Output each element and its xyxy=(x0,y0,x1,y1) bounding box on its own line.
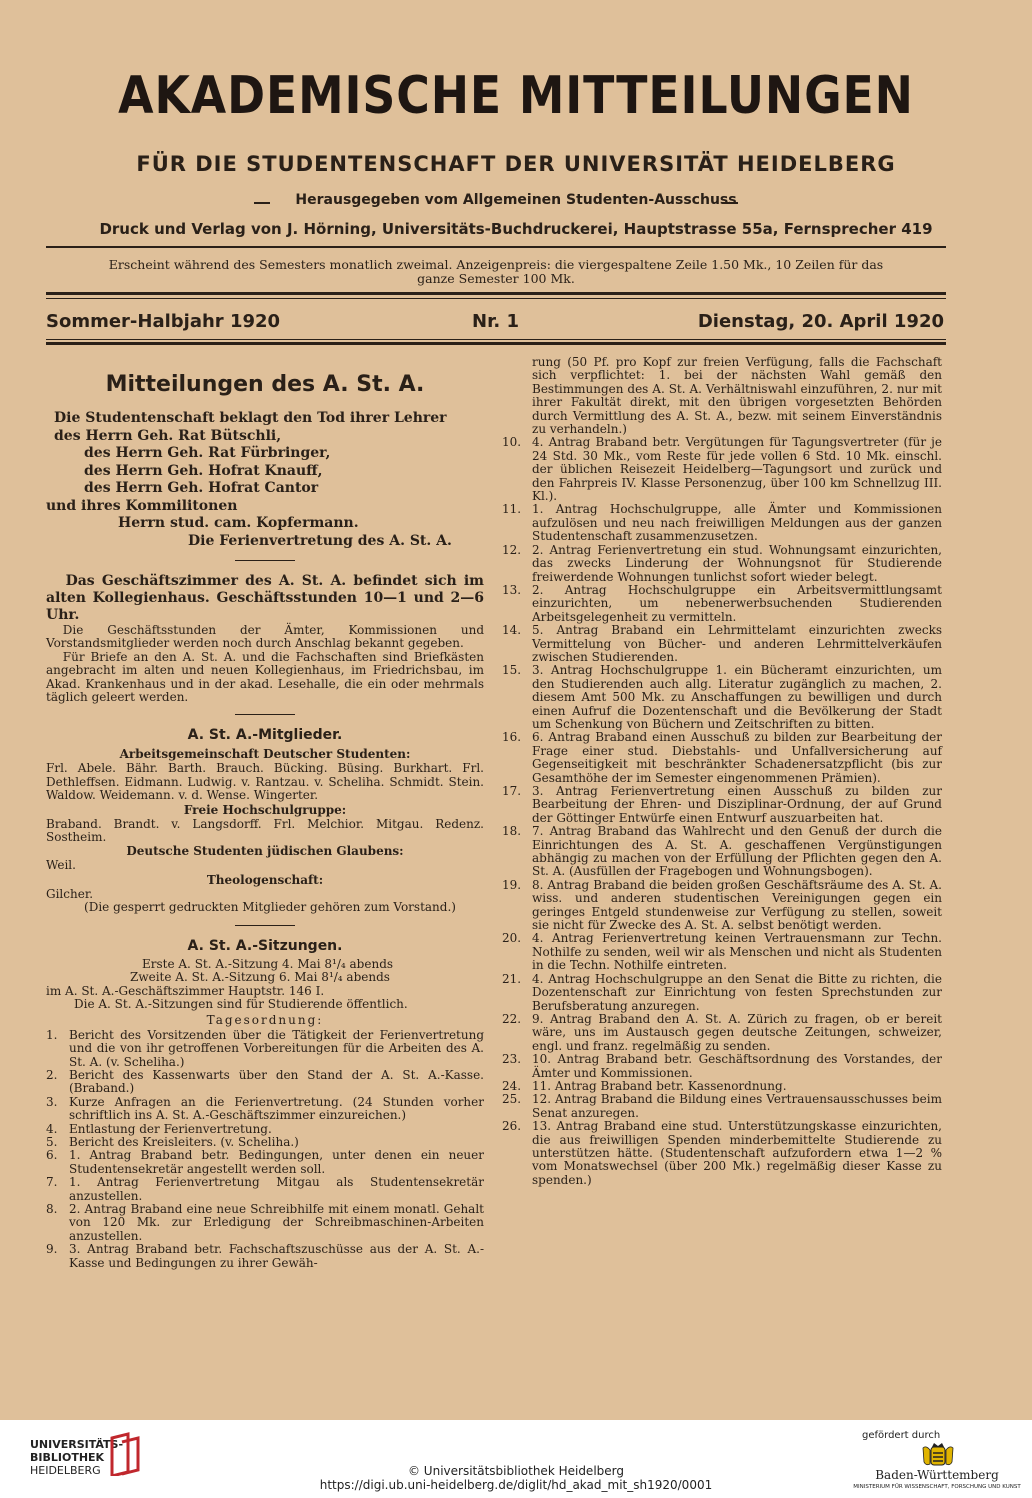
session-public-note: Die A. St. A.-Sitzungen sind für Studierende öffentlich. xyxy=(74,996,408,1011)
copyright-text: © Universitätsbibliothek Heidelberg xyxy=(407,1464,624,1478)
agenda-number: 24. xyxy=(502,1078,522,1093)
agenda-item xyxy=(502,785,942,825)
agenda-heading: Tagesordnung: xyxy=(206,1013,324,1028)
agenda-number: 20. xyxy=(502,931,522,946)
agenda-item xyxy=(46,1136,484,1149)
group-name: Deutsche Studenten jüdischen Glaubens: xyxy=(126,844,404,859)
coat-of-arms-icon xyxy=(918,1442,958,1468)
agenda-number: 16. xyxy=(502,730,522,745)
agenda-text: 1. Antrag Ferienvertretung Mitgau als Studentensekretär anzustellen. xyxy=(69,1175,484,1203)
agenda-text: 4. Antrag Braband betr. Vergütungen für Tagungsvertreter (für je 24 Std. 30 Mk., vom Reste für jede vollen 6 Std. 10 Mk. einschl. der üblichen Reisezeit Heidelberg—Tagungsort und zurück und den Fahrpreis IV. Klasse Personenzug, über 100 km Schnellzug III. Kl.). xyxy=(532,435,942,504)
agenda-text: 2. Antrag Braband eine neue Schreibhilfe mit einem monatl. Gehalt von 120 Mk. zur Erledigung der Schreibmaschinen-Arbeiten anzustellen. xyxy=(69,1202,484,1243)
separator xyxy=(235,714,295,715)
group-members: Weil. xyxy=(46,858,76,873)
agenda-text: 13. Antrag Braband eine stud. Unterstützungskasse einzurichten, die aus freiwilligen Spenden minderbemittelte Studierende zu unterstützen hätte. (Studentenschaft aufzufordern etwa 1—2 % vom Monatswechsel (über 200 Mk.) regelmäßig dieser Kasse zu spenden.) xyxy=(532,1119,942,1187)
agenda-item xyxy=(502,731,942,785)
agenda-number: 7. xyxy=(46,1175,58,1190)
agenda-list xyxy=(46,1029,484,1270)
obituary-line: des Herrn Geh. Hofrat Cantor xyxy=(84,480,319,496)
agenda-text: 2. Antrag Hochschulgruppe ein Arbeitsvermittlungsamt einzurichten, um nebenerwerbsuchenden Studierenden Arbeitsgelegenheit zu vermitteln. xyxy=(532,582,942,624)
session-place: im A. St. A.-Geschäftszimmer Hauptstr. 146 I. xyxy=(46,983,325,998)
agenda-number: 6. xyxy=(46,1148,58,1163)
agenda-text: 9. Antrag Braband den A. St. A. Zürich zu fragen, ob er bereit wäre, uns im Austausch gegen deutsche Zeitungen, schweizer, engl. und franz. regelmäßig zu senden. xyxy=(532,1011,942,1053)
obituary-signature: Die Ferienvertretung des A. St. A. xyxy=(188,532,452,549)
agenda-text: Entlastung der Ferienvertretung. xyxy=(69,1121,272,1136)
agenda-item xyxy=(502,879,942,933)
obituary-line: Die Studentenschaft beklagt den Tod ihrer Lehrer xyxy=(54,410,447,426)
separator xyxy=(235,925,295,926)
divider xyxy=(46,342,946,345)
agenda-item xyxy=(502,584,942,624)
masthead-publisher: Herausgegeben vom Allgemeinen Studenten-Ausschuss xyxy=(295,192,737,208)
issue-date: Dienstag, 20. April 1920 xyxy=(697,311,944,332)
agenda-text: 3. Antrag Ferienvertretung einen Ausschuß zu bilden zur Bearbeitung der Ehren- und Disziplinar-Ordnung, der auf Grund der Göttinger Entwürfe einen Entwurf auszuarbeiten hat. xyxy=(532,784,942,825)
agenda-text: rung (50 Pf. pro Kopf zur freien Verfügung, falls die Fachschaft sich verpflichtet: 1. bei der nächsten Wahl gemäß den Bestimmungen des A. St. A. Verhältniswahl einzuführen, 2. nur mit ihrer Fakultät direkt, mit den übrigen vorgesetzten Behörden durch Vermittlung des A. St. A., bezw. mit seinem Einverständnis zu verhandeln.) xyxy=(532,355,942,437)
group-members: Frl. Abele. Bähr. Barth. Brauch. Bücking. Büsing. Burkhart. Frl. Dethleffsen. Eidmann. Ludwig. v. Rantzau. v. Scheliha. Schmidt. Stein. Waldow. Weidemann. v. d. Wense. Wingerter. xyxy=(46,761,484,803)
terms-line: ganze Semester 100 Mk. xyxy=(417,271,575,286)
agenda-item xyxy=(502,1093,942,1120)
ministry-name: MINISTERIUM FÜR WISSENSCHAFT, FORSCHUNG UND KUNST xyxy=(853,1484,1021,1490)
agenda-item xyxy=(46,1096,484,1123)
obituary-line: des Herrn Geh. Rat Bütschli, xyxy=(54,427,282,444)
mailbox-text: Für Briefe an den A. St. A. und die Fachschaften sind Briefkästen angebracht im alten und neuen Kollegienhaus, im Friedrichsbau, im Akad. Krankenhaus und in der akad. Lesehalle, die ein oder mehrmals täglich geleert werden. xyxy=(46,649,484,705)
issue-number: Nr. 1 xyxy=(472,311,520,332)
issue-semester: Sommer-Halbjahr 1920 xyxy=(46,311,281,332)
office-hours-text: Die Geschäftsstunden der Ämter, Kommissionen und Vorstandsmitglieder werden noch durch Anschlag bekannt gegeben. xyxy=(46,623,484,651)
agenda-item xyxy=(502,544,942,584)
office-notice: Das Geschäftszimmer des A. St. A. befindet sich im alten Kollegienhaus. Geschäftsstunden 10—1 und 2—6 Uhr. xyxy=(46,573,484,623)
agenda-item xyxy=(502,973,942,1013)
agenda-continuation xyxy=(502,356,942,436)
agenda-text: Bericht des Kreisleiters. (v. Scheliha.) xyxy=(69,1134,299,1149)
library-name-line: HEIDELBERG xyxy=(30,1464,101,1477)
viewer-footer xyxy=(0,1420,1032,1498)
agenda-item xyxy=(502,624,942,664)
agenda-number: 5. xyxy=(46,1134,58,1149)
agenda-number: 11. xyxy=(502,502,522,517)
obituary-line: des Herrn Geh. Rat Fürbringer, xyxy=(84,445,331,461)
agenda-text: 3. Antrag Braband betr. Fachschaftszuschüsse aus der A. St. A.-Kasse und Bedingungen zu ihrer Gewäh- xyxy=(69,1242,484,1270)
agenda-number: 2. xyxy=(46,1067,58,1082)
agenda-number: 12. xyxy=(502,542,522,557)
masthead-title: AKADEMISCHE MITTEILUNGEN xyxy=(118,66,914,126)
agenda-item xyxy=(502,664,942,731)
right-column xyxy=(502,356,942,1187)
agenda-item xyxy=(46,1243,484,1270)
obituary-line: und ihres Kommilitonen xyxy=(46,497,238,514)
obituary-notice xyxy=(46,410,484,550)
agenda-text: 8. Antrag Braband die beiden großen Geschäftsräume des A. St. A. wiss. und anderen studentischen Vereinigungen gegen ein geringes Entgeld stundenweise zur Verfügung zu stellen, soweit sie nicht für Zwecke des A. St. A. selbst benötigt werden. xyxy=(532,877,942,933)
divider xyxy=(46,292,946,295)
agenda-number: 14. xyxy=(502,623,522,638)
agenda-item xyxy=(502,436,942,503)
agenda-text: 3. Antrag Hochschulgruppe 1. ein Bücheramt einzurichten, um den Studierenden auch allg. Literatur zugänglich zu machen, 2. diesem Amt 500 Mk. zu Anschaffungen zu bewilligen und durch einen Aufruf die Dozentenschaft und die Bevölkerung der Stadt um Schenkung von Büchern und Zeitschriften zu bitten. xyxy=(532,663,942,731)
agenda-text: 7. Antrag Braband das Wahlrecht und den Genuß der durch die Einrichtungen des A. St. A. geschaffenen Vergünstigungen abhängig zu machen von der Erfüllung der Pflichten gegen den A. St. A. (Ausfüllen der Fragebogen und Wohnungsbogen). xyxy=(532,824,942,879)
agenda-number: 17. xyxy=(502,784,522,798)
group-name: Theologenschaft: xyxy=(206,872,324,887)
agenda-number: 13. xyxy=(502,582,522,597)
divider xyxy=(46,246,946,248)
agenda-item xyxy=(502,825,942,879)
agenda-number: 25. xyxy=(502,1092,522,1107)
agenda-text: 2. Antrag Ferienvertretung ein stud. Wohnungsamt einzurichten, das zwecks Linderung der Wohnungsnot für Studierende freiwerdende Wohnungen tunlichst sofort wieder belegt. xyxy=(532,542,942,584)
funded-by-label: gefördert durch xyxy=(862,1430,941,1441)
agenda-text: 11. Antrag Braband betr. Kassenordnung. xyxy=(532,1078,787,1093)
permalink[interactable]: https://digi.ub.uni-heidelberg.de/diglit/hd_akad_mit_sh1920/0001 xyxy=(319,1478,713,1492)
agenda-text: Bericht des Vorsitzenden über die Tätigkeit der Ferienvertretung und die von ihr getroffenen Vorbereitungen für die Arbeiten des A. St. A. (v. Scheliha.) xyxy=(69,1027,484,1069)
agenda-item xyxy=(502,1120,942,1187)
state-name: Baden-Württemberg xyxy=(875,1468,999,1482)
agenda-text: Kurze Anfragen an die Ferienvertretung. (24 Stunden vorher schriftlich ins A. St. A.-Geschäftszimmer einzureichen.) xyxy=(69,1094,484,1123)
obituary-line: Herrn stud. cam. Kopfermann. xyxy=(118,515,359,531)
divider xyxy=(46,298,946,299)
divider xyxy=(46,339,946,340)
agenda-item xyxy=(502,1080,942,1093)
agenda-number: 1. xyxy=(46,1027,58,1042)
library-name-line: UNIVERSITÄTS- xyxy=(30,1438,124,1451)
agenda-number: 8. xyxy=(46,1202,58,1216)
agenda-item xyxy=(46,1176,484,1203)
agenda-number: 26. xyxy=(502,1119,522,1134)
agenda-text: 4. Antrag Ferienvertretung keinen Vertrauensmann zur Techn. Nothilfe zu senden, weil wir als Menschen und nicht als Studenten in die Techn. Nothilfe eintreten. xyxy=(532,931,942,973)
agenda-number: 18. xyxy=(502,824,522,839)
members-heading: A. St. A.-Mitglieder. xyxy=(187,727,343,744)
agenda-item xyxy=(502,503,942,543)
separator xyxy=(235,560,295,561)
group-name: Arbeitsgemeinschaft Deutscher Studenten: xyxy=(119,747,411,762)
agenda-number: 4. xyxy=(46,1121,58,1136)
agenda-item xyxy=(46,1123,484,1136)
sessions-heading: A. St. A.-Sitzungen. xyxy=(187,937,343,954)
agenda-number: 23. xyxy=(502,1052,522,1067)
agenda-text: Bericht des Kassenwarts über den Stand der A. St. A.-Kasse. (Braband.) xyxy=(69,1067,484,1096)
agenda-number: 10. xyxy=(502,435,522,450)
terms-line: Erscheint während des Semesters monatlich zweimal. Anzeigenpreis: die viergespaltene Zeile 1.50 Mk., 10 Zeilen für das xyxy=(108,257,884,272)
agenda-item xyxy=(46,1029,484,1069)
agenda-number: 3. xyxy=(46,1094,58,1109)
session-first: Erste A. St. A.-Sitzung 4. Mai 8¹/₄ abends xyxy=(142,956,394,971)
agenda-text: 10. Antrag Braband betr. Geschäftsordnung des Vorstandes, der Ämter und Kommissionen. xyxy=(532,1052,942,1080)
group-members: Gilcher. xyxy=(46,886,94,901)
agenda-text: 1. Antrag Hochschulgruppe, alle Ämter und Kommissionen aufzulösen und neu nach freiwilligen Meldungen aus der ganzen Studentenschaft zusammenzusetzen. xyxy=(532,502,942,544)
group-members: Braband. Brandt. v. Langsdorff. Frl. Melchior. Mitgau. Redenz. Sostheim. xyxy=(46,816,484,845)
library-name-line: BIBLIOTHEK xyxy=(30,1451,105,1464)
agenda-item xyxy=(502,1013,942,1053)
obituary-line: des Herrn Geh. Hofrat Knauff, xyxy=(84,462,323,479)
agenda-text: 5. Antrag Braband ein Lehrmittelamt einzurichten zwecks Vermittelung von Bücher- und anderen Lehrmittelverkäufen zwischen Studierenden. xyxy=(532,623,942,664)
group-name: Freie Hochschulgruppe: xyxy=(183,802,347,817)
agenda-number: 15. xyxy=(502,663,522,678)
agenda-item xyxy=(46,1069,484,1096)
session-second: Zweite A. St. A.-Sitzung 6. Mai 8¹/₄ abends xyxy=(130,970,390,985)
agenda-number: 22. xyxy=(502,1011,522,1026)
agenda-item xyxy=(502,1053,942,1080)
agenda-text: 12. Antrag Braband die Bildung eines Vertrauensausschusses beim Senat anzuregen. xyxy=(532,1092,942,1120)
agenda-item xyxy=(502,932,942,972)
agenda-number: 19. xyxy=(502,877,522,892)
left-column xyxy=(46,368,484,1270)
agenda-text: 4. Antrag Hochschulgruppe an den Senat die Bitte zu richten, die Dozentenschaft zur Einrichtung von festen Sprechstunden zur Berufsberatung anzuregen. xyxy=(532,971,942,1013)
agenda-number: 21. xyxy=(502,971,522,986)
agenda-item xyxy=(46,1203,484,1243)
agenda-text: 6. Antrag Braband einen Ausschuß zu bilden zur Bearbeitung der Frage einer stud. Diebstahls- und Unfallversicherung auf Gegenseitigkeit mit beschränkter Schadenersatzpflicht (bis zur Gesamthöhe der im Semester eingenommenen Prämien). xyxy=(532,730,942,785)
masthead-printer: Druck und Verlag von J. Hörning, Universitäts-Buchdruckerei, Hauptstrasse 55a, Fernsprecher 419 xyxy=(99,220,933,238)
agenda-text: 1. Antrag Braband betr. Bedingungen, unter denen ein neuer Studentensekretär angestellt werden soll. xyxy=(69,1148,484,1176)
section-heading: Mitteilungen des A. St. A. xyxy=(105,372,425,397)
members-note: (Die gesperrt gedruckten Mitglieder gehören zum Vorstand.) xyxy=(84,900,456,915)
masthead-subtitle: FÜR DIE STUDENTENSCHAFT DER UNIVERSITÄT HEIDELBERG xyxy=(136,152,896,176)
agenda-item xyxy=(46,1149,484,1176)
subscription-terms xyxy=(46,258,946,286)
agenda-number: 9. xyxy=(46,1242,58,1257)
